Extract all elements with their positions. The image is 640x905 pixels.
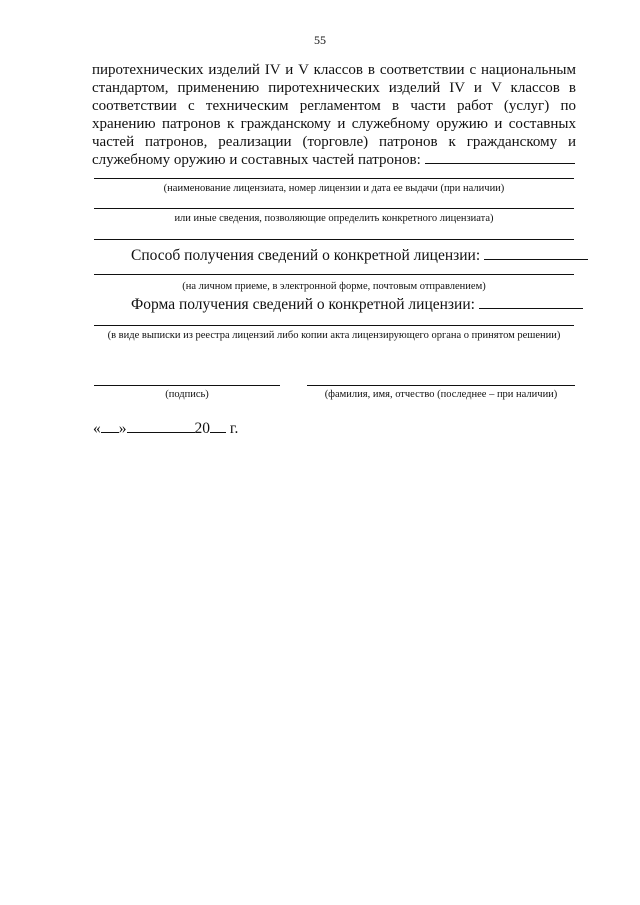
form-blank[interactable] [479, 294, 583, 309]
date-row [93, 418, 238, 438]
method-blank[interactable] [484, 245, 588, 260]
licensee-line[interactable] [94, 178, 574, 179]
method-caption: (на личном приеме, в электронной форме, почтовым отправлением) [182, 281, 486, 292]
date-open-quote: « [93, 420, 101, 437]
date-year-prefix: 20 [194, 420, 210, 437]
paragraph-line: частей патронов, реализации (торговле) патронов к гражданскому и [92, 134, 576, 150]
form-row [131, 294, 583, 314]
full-name-caption: (фамилия, имя, отчество (последнее – при наличии) [324, 389, 558, 400]
paragraph-line: пиротехнических изделий IV и V классов в соответствии с национальным [92, 62, 576, 78]
date-year-suffix: г. [229, 420, 239, 437]
paragraph-line: стандартом, применению пиротехнических изделий IV и V классов в [92, 80, 576, 96]
other-info-line[interactable] [94, 208, 574, 209]
full-name-line[interactable] [307, 385, 575, 386]
date-close-quote: » [118, 420, 127, 437]
page-number: 55 [314, 33, 326, 47]
method-line[interactable] [94, 274, 574, 275]
paragraph-line: служебному оружию и составных частей патронов: [92, 152, 421, 168]
form-line[interactable] [94, 325, 574, 326]
other-info-line-2[interactable] [94, 239, 574, 240]
other-info-caption: или иные сведения, позволяющие определить конкретного лицензиата) [174, 213, 494, 224]
date-day-blank[interactable] [101, 418, 119, 433]
signature-caption: (подпись) [165, 389, 209, 400]
paragraph-line: хранению патронов к гражданскому и служебному оружию и составных [92, 116, 576, 132]
signature-line[interactable] [94, 385, 280, 386]
form-label: Форма получения сведений о конкретной лицензии: [131, 296, 475, 313]
paragraph-last-line [92, 151, 576, 169]
body-paragraph [92, 61, 576, 169]
date-month-blank[interactable] [127, 418, 195, 433]
method-label: Способ получения сведений о конкретной лицензии: [131, 247, 481, 264]
form-caption: (в виде выписки из реестра лицензий либо копии акта лицензирующего органа о принятом решении) [107, 330, 561, 341]
paragraph-line: соответствии с техническим регламентом в части работ (услуг) по [92, 98, 576, 114]
licensee-caption: (наименование лицензиата, номер лицензии и дата ее выдачи (при наличии) [163, 183, 505, 194]
date-year-blank[interactable] [210, 418, 226, 433]
method-row [131, 245, 588, 265]
licensee-blank[interactable] [425, 163, 575, 164]
